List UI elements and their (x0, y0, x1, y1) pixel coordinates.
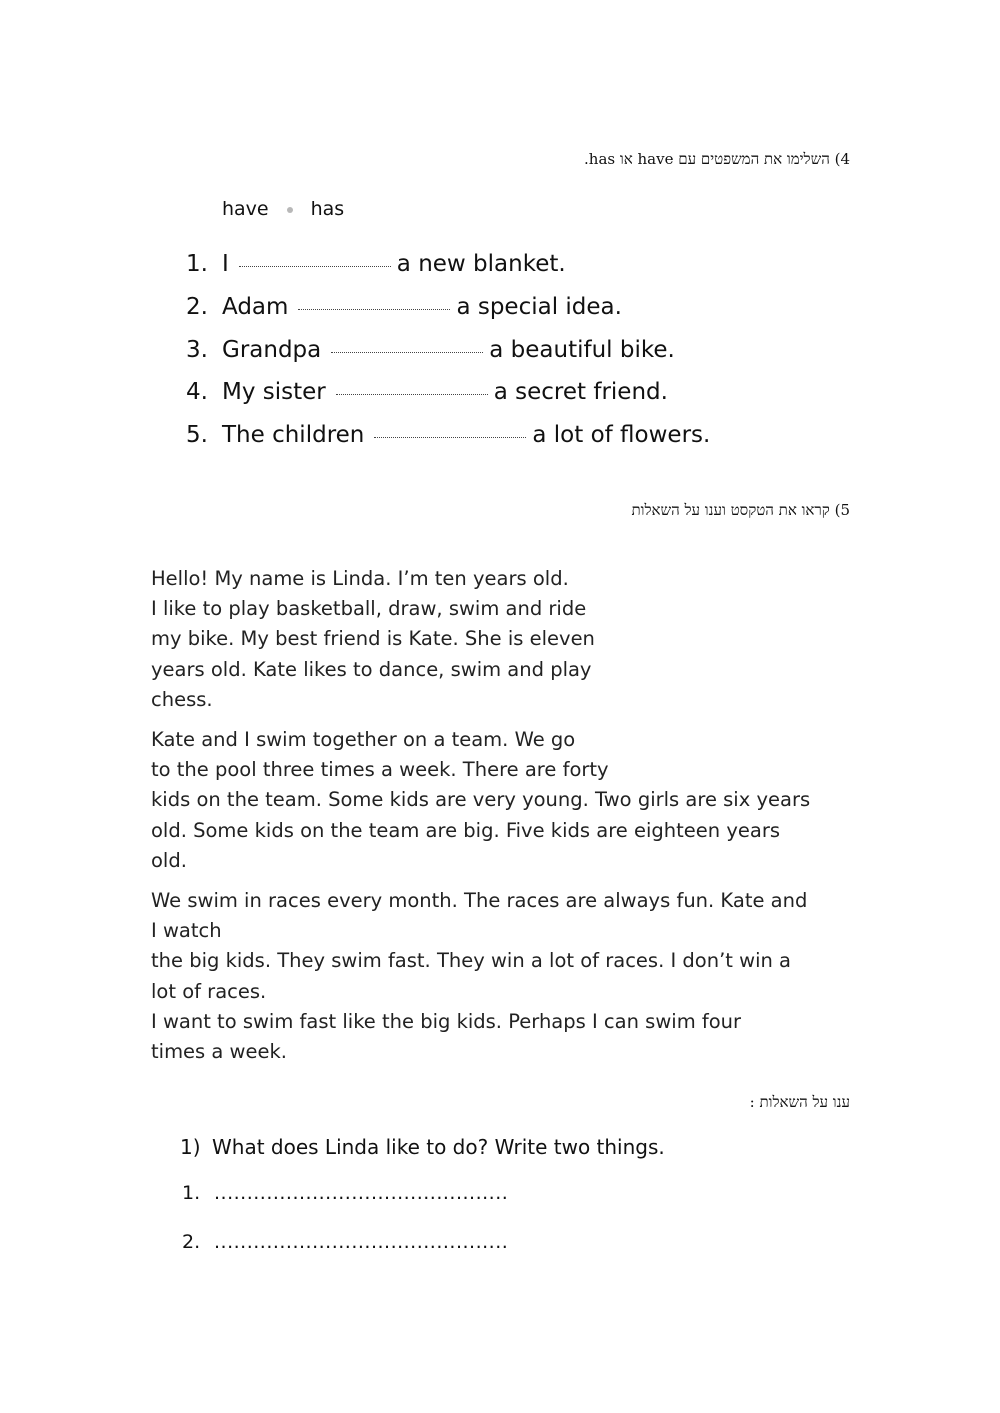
passage-line: times a week. (151, 1040, 287, 1064)
word-bank-has: has (310, 198, 345, 220)
item-subject: The children (222, 422, 365, 449)
item-subject: My sister (222, 379, 326, 406)
passage-paragraph (151, 725, 871, 876)
passage-line: to the pool three times a week. There are forty (151, 758, 609, 782)
word-bank (222, 198, 344, 220)
passage-line: kids on the team. Some kids are very young. Two girls are six years (151, 788, 811, 812)
answer-line-1[interactable] (182, 1182, 508, 1204)
exercise-list (186, 249, 710, 450)
answer-blank[interactable] (331, 351, 483, 353)
passage-line: chess. (151, 687, 213, 711)
section5-instruction: 5) קראו את הטקסט וענו על השאלות (631, 501, 850, 519)
passage-line: Kate and I swim together on a team. We go (151, 728, 576, 752)
question-1 (180, 1132, 665, 1162)
exercise-item (186, 249, 710, 279)
passage-line: I want to swim fast like the big kids. Perhaps I can swim four (151, 1009, 742, 1033)
word-bank-have: have (222, 198, 269, 220)
passage-line: old. Some kids on the team are big. Five kids are eighteen years (151, 818, 780, 842)
item-ending: a secret friend. (493, 379, 668, 406)
item-ending: a new blanket. (396, 251, 566, 277)
answer-blank[interactable] (336, 393, 488, 395)
passage-line: years old. Kate likes to dance, swim and play (151, 657, 592, 681)
passage-paragraph (151, 564, 871, 715)
answer-dots: ............................................. (214, 1231, 509, 1253)
passage-line: lot of races. (151, 979, 267, 1003)
passage-line: We swim in races every month. The races are always fun. Kate and (151, 889, 808, 913)
answer-blank[interactable] (239, 265, 391, 267)
bullet-icon (287, 207, 293, 213)
item-ending: a lot of flowers. (532, 422, 711, 449)
reading-passage (151, 564, 871, 1067)
answer-number: 1. (182, 1182, 201, 1204)
item-number: 2. (186, 293, 208, 320)
passage-line: the big kids. They swim fast. They win a lot of races. I don’t win a (151, 949, 791, 973)
item-ending: a special idea. (456, 293, 622, 320)
passage-line: old. (151, 848, 187, 872)
item-subject: Grandpa (222, 336, 322, 363)
passage-line: Hello! My name is Linda. I’m ten years old. (151, 567, 569, 590)
passage-paragraph (151, 886, 871, 1067)
exercise-item (186, 377, 710, 407)
item-subject: I (222, 251, 229, 277)
answer-blank[interactable] (374, 436, 526, 438)
passage-line: I like to play basketball, draw, swim and ride (151, 597, 587, 621)
questions-heading: ענו על השאלות : (749, 1093, 850, 1111)
answer-number: 2. (182, 1231, 201, 1253)
section4-instruction: 4) השלימו את המשפטים עם have או has. (584, 150, 850, 168)
exercise-item (186, 420, 710, 450)
item-number: 5. (186, 422, 208, 449)
exercise-item (186, 335, 710, 365)
question-text: What does Linda like to do? Write two things. (212, 1135, 665, 1159)
item-subject: Adam (222, 293, 289, 320)
passage-line: I watch (151, 919, 222, 943)
passage-line: my bike. My best friend is Kate. She is eleven (151, 627, 595, 651)
exercise-item (186, 292, 710, 322)
answer-line-2[interactable] (182, 1231, 508, 1253)
item-number: 3. (186, 336, 208, 363)
item-number: 1. (186, 251, 208, 277)
answer-blank[interactable] (298, 308, 450, 310)
item-ending: a beautiful bike. (489, 336, 675, 363)
item-number: 4. (186, 379, 208, 406)
answer-dots: ............................................. (214, 1182, 509, 1204)
question-number: 1) (180, 1135, 201, 1159)
